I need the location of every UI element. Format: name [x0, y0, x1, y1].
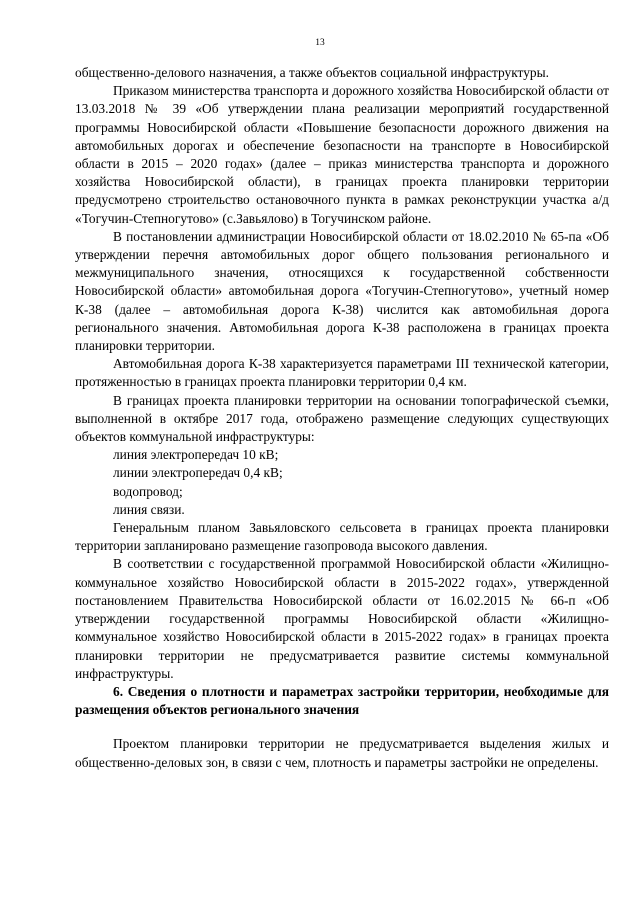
list-item: линия связи.: [113, 501, 185, 517]
list-item: линия электропередач 10 кВ;: [113, 447, 279, 463]
document-body: [75, 64, 609, 772]
paragraph: В границах проекта планировки территории на основании топографической съемки, выполненной в октябре 2017 года, отображено размещение следующих существующих объектов коммунальной инфраструктуры:: [75, 392, 609, 445]
paragraph: В соответствии с государственной программой Новосибирской области «Жилищно-коммунальное хозяйство Новосибирской области в 2015-2022 годах», утвержденной постановлением Правительства Новосибирской области от 16.02.2015 № 66-п «Об утверждении государственной программы Новосибирской области «Жилищно-коммунальное хозяйство Новосибирской области в 2015-2022 годах» в границах проекта планировки территории не предусматривается развитие системы коммунальной инфраструктуры.: [75, 556, 609, 681]
paragraph: Приказом министерства транспорта и дорожного хозяйства Новосибирской области от 13.03.2018 № 39 «Об утверждении плана реализации мероприятий государственной программы Новосибирской области «Повышение безопасности дорожного движения на автомобильных дорогах и обеспечение безопасности на транспорте в Новосибирской области в 2015 – 2020 годах» (далее – приказ министерства транспорта и дорожного хозяйства Новосибирской области), в границах проекта планировки территории предусмотрено строительство остановочного пункта в рамках реконструкции участка а/д «Тогучин-Степногутово» (с.Завьялово) в Тогучинском районе.: [75, 83, 609, 226]
paragraph: В постановлении администрации Новосибирской области от 18.02.2010 № 65-па «Об утверждении перечня автомобильных дорог общего пользования регионального и межмуниципального значения, относящихся к государственной собственности Новосибирской области» автомобильная дорога «Тогучин-Степногутово», учетный номер К-38 (далее – автомобильная дорога К-38) числится как автомобильная дорога регионального значения. Автомобильная дорога К-38 расположена в границах проекта планировки территории.: [75, 228, 609, 354]
page-number: 13: [315, 38, 325, 48]
paragraph: Генеральным планом Завьяловского сельсовета в границах проекта планировки территории запланировано размещение газопровода высокого давления.: [75, 520, 609, 554]
list-item: линии электропередач 0,4 кВ;: [113, 465, 283, 481]
list-item: водопровод;: [113, 483, 183, 499]
paragraph: Автомобильная дорога К-38 характеризуется параметрами III технической категории, протяженностью в границах проекта планировки территории 0,4 км.: [75, 356, 609, 390]
paragraph: общественно-делового назначения, а также объектов социальной инфраструктуры.: [75, 65, 549, 80]
section-heading: 6. Сведения о плотности и параметрах застройки территории, необходимые для размещения объектов регионального значения: [75, 683, 609, 718]
paragraph: Проектом планировки территории не предусматривается выделения жилых и общественно-деловых зон, в связи с чем, плотность и параметры застройки не определены.: [75, 736, 609, 770]
